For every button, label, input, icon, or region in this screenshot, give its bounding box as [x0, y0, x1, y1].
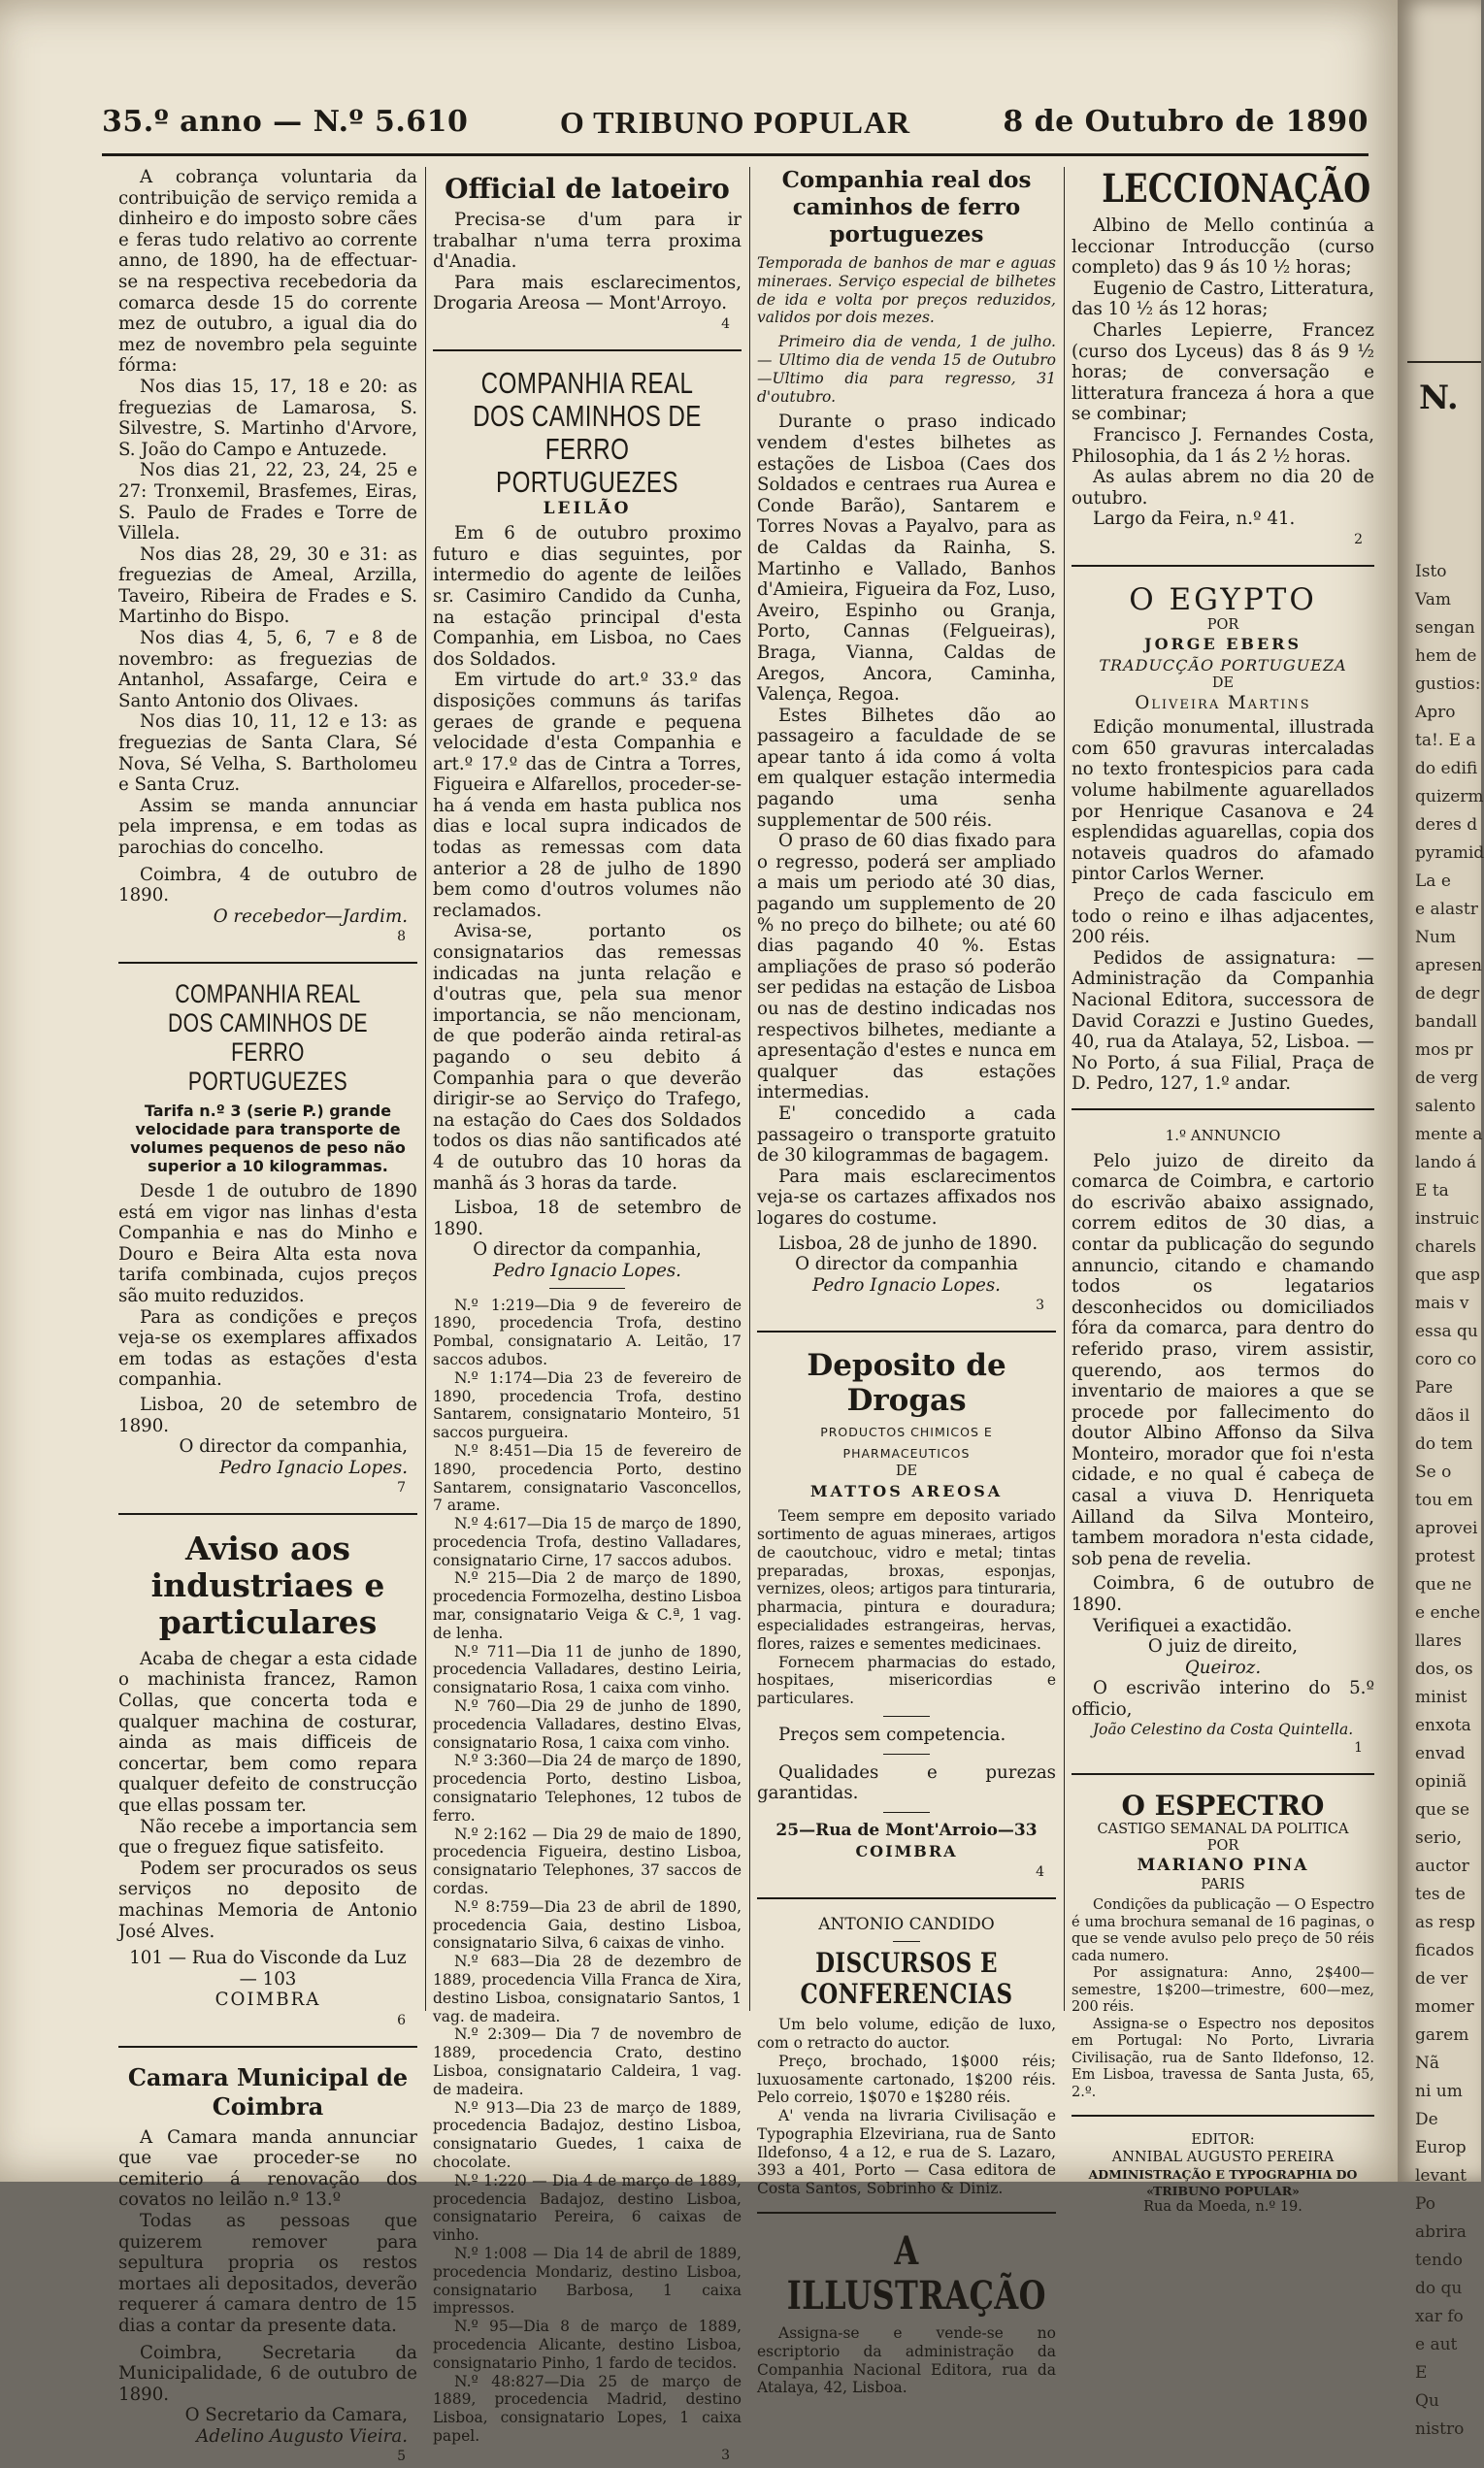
aviso-notice: [118, 1530, 417, 2032]
drogas-city: COIMBRA: [855, 1842, 958, 1861]
notice-heading: COMPANHIA REAL DOS CAMINHOS DE FERRO PORTUGUEZES: [168, 978, 368, 1096]
section-rule: [118, 2046, 417, 2048]
section-rule: [757, 1331, 1056, 1333]
egypto-notice: [1072, 582, 1374, 1095]
consignment-item: N.º 1:220 — Dia 4 de março de 1889, procedencia Badajoz, destino Lisboa, consignatario Pereira, 6 caixas de vinho.: [433, 2171, 742, 2245]
notice-heading: O EGYPTO: [1129, 581, 1317, 617]
drogas-de: DE: [895, 1464, 918, 1480]
paragraph: Pelo juizo de direito da comarca de Coimbra, e cartorio do escrivão abaixo assignado, correm editos de 30 dias, a contar da publicação do segundo annuncio, citando e chamando todos os legatarios desconhecidos ou domiciliados fóra da comarca, para dentro do referido praso, virem assistir, querendo, aos termos do inventario de maiores a que se procede por fallecimento do doutor Albino Affonso da Silva Monteiro, morador que foi n'esta cidade, e no qual é cabeça de casal a viuva D. Henriqueta Ailland da Silva Monteiro, tambem moradora n'esta cidade, sob pena de revelia.: [1072, 1150, 1374, 1569]
paragraph: Charles Lepierre, Francez (curso dos Lyceus) das 8 ás 9 ½ horas; de conversação e litteratura franceza á hora a que se combinar;: [1072, 319, 1374, 425]
notice-number: 5: [397, 2449, 406, 2465]
adjacent-page-mark: N.: [1419, 378, 1459, 417]
paragraph: Para as condições e preços veja-se os exemplares affixados em todas as estações d'esta companhia.: [118, 1306, 417, 1391]
section-rule: [118, 1513, 417, 1515]
verification: Verifiquei a exactidão.: [1093, 1615, 1293, 1636]
notice-number: 8: [397, 929, 406, 945]
notice-heading: Deposito de Drogas: [807, 1347, 1006, 1418]
paragraph: Pedidos de assignatura: — Administração da Companhia Nacional Editora, successora de David Corazzi e Justino Guedes, 40, rua da Atalaya, 52, Lisboa. — No Porto, á sua Filial, Praça de D. Pedro, 127, 1.º andar.: [1072, 947, 1374, 1095]
notice-heading: LECCIONAÇÃO: [1102, 166, 1371, 212]
footer-admin: ADMINISTRAÇÃO E TYPOGRAPHIA DO «TRIBUNO POPULAR»: [1088, 2167, 1358, 2199]
paragraph: O praso de 60 dias fixado para o regresso, poderá ser ampliado a mais um periodo até 30 dias, pagando um supplemento de 20 % no preço do bilhete; ou até 60 dias pagando 40 %. Estas ampliações de praso só poderão ser pedidas na estação de Lisboa ou nas de destino indicadas nos respectivos bilhetes, mediante a apresentação d'estes e nunca em qualquer das estações intermedias.: [757, 831, 1056, 1103]
paragraph: Para mais esclarecimentos, Drogaria Areosa — Mont'Arroyo.: [433, 272, 742, 314]
footer-address: Rua da Moeda, n.º 19.: [1143, 2199, 1303, 2216]
paragraph: Em virtude do art.º 33.º das disposições communs ás tarifas geraes de grande e pequena velocidade d'esta Companhia e art.º 17.º das de Cintra a Torres, Figueira e Alfarellos, proceder-se-ha á venda em hasta publica nos dias e local supra indicados de todas as remessas com data anterior a 28 de julho de 1890 bem como d'outros volumes não reclamados.: [433, 670, 742, 921]
footer: [1072, 2132, 1374, 2217]
masthead: [102, 105, 1369, 153]
discursos-notice: [757, 1915, 1056, 2199]
egypto-translator: Oliveira Martins: [1135, 692, 1311, 713]
paragraph: Em 6 de outubro proximo futuro e dias seguintes, por intermedio do agente de leilões sr. Casimiro Candido da Cunha, na estação principal d'esta Companhia, em Lisboa, no Caes dos Soldados.: [433, 523, 742, 670]
column-3: [757, 167, 1056, 2397]
notice-signature: O director da companhia: [795, 1254, 1018, 1275]
section-rule: [433, 349, 742, 351]
notice-heading: DISCURSOS E CONFERENCIAS: [800, 1947, 1013, 2011]
section-rule: [757, 1897, 1056, 1899]
consignment-item: N.º 3:360—Dia 24 de março de 1890, procedencia Porto, destino Lisboa, consignatario Telephones, 12 tubos de ferro.: [433, 1752, 742, 1825]
paragraph: Podem ser procurados os seus serviços no deposito de machinas Memoria de Antonio José Alves.: [118, 1858, 417, 1942]
paragraph: Acaba de chegar a esta cidade o machinista francez, Ramon Collas, que concerta toda e qualquer machina de costurar, ainda as mais difficeis de concertar, bem como repara qualquer defeito de construcção que ellas possam ter.: [118, 1648, 417, 1817]
short-rule: [893, 1941, 920, 1942]
clerk-name: João Celestino da Costa Quintella.: [1092, 1720, 1354, 1738]
short-rule: [883, 1812, 930, 1813]
notice-number: 3: [1036, 1298, 1044, 1314]
illustracao-notice: [757, 2229, 1056, 2397]
paragraph: Avisa-se, portanto os consignatarios das remessas indicadas na junta relação e d'outras que, pela sua menor importancia, se não mencionam, de que poderão ainda retiral-as pagando o seu debito á Companhia para o que deverão dirigir-se ao Serviço do Trafego, na estação do Caes dos Soldados todos os dias não santificados até 4 de outubro das 10 horas da manhã ás 3 horas da tarde.: [433, 921, 742, 1194]
notice-number: 6: [397, 2012, 406, 2028]
masthead-rule: [102, 153, 1369, 156]
consignment-list: [433, 1297, 742, 2446]
leilao-notice: [433, 367, 742, 2467]
notice-number: 2: [1354, 531, 1363, 547]
consignment-item: N.º 2:162 — Dia 29 de maio de 1890, procedencia Figueira, destino Lisboa, consignatario Telephones, 37 saccos de cordas.: [433, 1825, 742, 1898]
section-rule: [118, 962, 417, 964]
paragraph: Nos dias 15, 17, 18 e 20: as freguezias de Lamarosa, S. Silvestre, S. Martinho d'Arvore, S. João do Campo e Antuzede.: [118, 376, 417, 460]
paragraph: Não recebe a importancia sem que o freguez fique satisfeito.: [118, 1816, 417, 1859]
notice-heading: 1.º ANNUNCIO: [1165, 1126, 1281, 1144]
consignment-item: N.º 1:219—Dia 9 de fevereiro de 1890, procedencia Trofa, destino Pombal, consignatario A. Leitão, 17 saccos adubos.: [433, 1296, 742, 1368]
column-rule: [749, 167, 750, 2011]
section-rule: [1072, 565, 1374, 567]
espectro-por: POR: [1206, 1838, 1239, 1855]
consignment-item: N.º 2:309— Dia 7 de novembro de 1889, procedencia Crato, destino Lisboa, consignatario Caldeira, 1 vag. de madeira.: [433, 2025, 742, 2098]
notice-date: Coimbra, 6 de outubro de 1890.: [1072, 1573, 1374, 1616]
paragraph: Fornecem pharmacias do estado, hospitaes, misericordias e particulares.: [757, 1653, 1056, 1708]
paragraph: Precisa-se d'um para ir trabalhar n'uma terra proxima d'Anadia.: [433, 210, 742, 273]
notice-date: Coimbra, Secretaria da Municipalidade, 6 de outubro de 1890.: [118, 2342, 417, 2405]
drogas-owner: MATTOS AREOSA: [809, 1481, 1004, 1500]
column-rule: [1064, 167, 1065, 2011]
drogas-notice: [757, 1348, 1056, 1884]
notice-number: 7: [397, 1480, 406, 1497]
drogas-line: Qualidades e purezas garantidas.: [757, 1761, 1056, 1804]
drogas-line: Preços sem competencia.: [778, 1724, 1006, 1745]
paragraph: Largo da Feira, n.º 41.: [1093, 509, 1296, 530]
column-1: [118, 167, 417, 2468]
paragraph: A' venda na livraria Civilisação e Typographia Elzeviriana, rua de Santo Ildefonso, 4 a 12, e rua de S. Lazaro, 393 a 401, Porto — Casa editora de Costa Santos, Sobrinho & Diniz.: [757, 2107, 1056, 2198]
issue-date: 8 de Outubro de 1890: [1003, 105, 1369, 139]
verification: Queiroz.: [1184, 1657, 1262, 1678]
discursos-author: ANTONIO CANDIDO: [818, 1914, 995, 1934]
notice-heading: Official de latoeiro: [445, 173, 730, 205]
notice-number: 4: [1036, 1863, 1044, 1880]
consignment-item: N.º 95—Dia 8 de março de 1889, procedencia Alicante, destino Lisboa, consignatario Pinho, 1 fardo de tecidos.: [433, 2318, 742, 2372]
paragraph: E' concedido a cada passageiro o transporte gratuito de 30 kilogrammas de bagagem.: [757, 1102, 1056, 1167]
notice-subheading: LEILÃO: [543, 498, 632, 518]
adjacent-rule: [1407, 361, 1481, 363]
section-rule: [1072, 2115, 1374, 2117]
notice-heading: O ESPECTRO: [1121, 1789, 1325, 1822]
adjacent-page-edge: [1398, 0, 1484, 2439]
banhos-dates: Primeiro dia de venda, 1 de julho. — Ultimo dia de venda 15 de Outubro —Ultimo dia para regresso, 31 d'outubro.: [757, 333, 1056, 406]
newspaper-title: O TRIBUNO POPULAR: [559, 105, 911, 140]
adjacent-page-text: Isto Vam sengan hem de gustios: Apro ta!. E a do edifi quizerm deres d pyramid La e e alastr Num apresen de degr bandall mos pr de verg salento mente a lando á E ta instruic charels que asp mais v essa qu coro co Pare dãos il do tem Se o tou em aprovei protest que ne e enche llares dos, os minist enxota envad opiniã que se serio, auctor tes de as resp ficados de ver momer garem Nã ni um De Europ levant Po abrira tendo do qu xar fo e aut E Qu nistro: [1415, 562, 1484, 2439]
notice-signature: O Secretario da Camara,: [184, 2405, 408, 2426]
paragraph: Para mais esclarecimentos veja-se os cartazes affixados nos logares do costume.: [757, 1166, 1056, 1229]
clerk: O escrivão interino do 5.º officio,: [1072, 1678, 1374, 1720]
camara-notice: [118, 2063, 417, 2468]
paragraph: A cobrança voluntaria da contribuição de serviço remida a dinheiro e do imposto sobre cães e feras tudo relativo ao corrente anno, de 1890, ha de effectuar-se na respectiva recebedoria da comarca desde 15 do corrente mez de outubro, a igual dia do mez de novembro pela seguinte fórma:: [118, 167, 417, 377]
notice-heading: COMPANHIA REAL DOS CAMINHOS DE FERRO PORTUGUEZES: [473, 365, 702, 499]
footer-editor-label: EDITOR:: [1191, 2132, 1255, 2149]
notice-signature-name: Pedro Ignacio Lopes.: [493, 1260, 681, 1281]
paragraph: Teem sempre em deposito variado sortimento de aguas mineraes, artigos de caoutchouc, vidro e metal; tintas preparadas, broxas, esponjas, vernizes, oleos; artigos para tinturaria, pharmacia, pintura e douradura; especialidades estrangeiras, hervas, flores, raizes e sementes medicinaes.: [757, 1507, 1056, 1653]
notice-subheading: PRODUCTOS CHIMICOS E PHARMACEUTICOS: [820, 1424, 993, 1461]
paragraph: Edição monumental, illustrada com 650 gravuras intercaladas no texto frontespicios para cada volume habilmente aguarellados por Henrique Casanova e 24 esplendidas aguarellas, copia dos notaveis quadros do afamado pintor Carlos Werner.: [1072, 717, 1374, 885]
cobranca-notice: [118, 167, 417, 948]
egypto-author: JORGE EBERS: [1144, 635, 1302, 653]
paragraph: Nos dias 21, 22, 23, 24, 25 e 27: Tronxemil, Brasfemes, Eiras, S. Paulo de Frades e Torre de Villela.: [118, 460, 417, 544]
espectro-place: PARIS: [1201, 1876, 1245, 1892]
notice-signature-name: Pedro Ignacio Lopes.: [219, 1457, 408, 1478]
consignment-item: N.º 1:008 — Dia 14 de abril de 1889, procedencia Mondariz, destino Lisboa, consignatario Barbosa, 1 caixa impressos.: [433, 2244, 742, 2318]
paragraph: Eugenio de Castro, Litteratura, das 10 ½ ás 12 horas;: [1072, 278, 1374, 320]
notice-signature-name: Pedro Ignacio Lopes.: [812, 1274, 1001, 1296]
annuncio-notice: [1072, 1126, 1374, 1760]
aviso-city: COIMBRA: [214, 1990, 321, 2011]
consignment-item: N.º 48:827—Dia 25 de março de 1889, procedencia Madrid, destino Lisboa, consignatario Lopes, 1 caixa papel.: [433, 2372, 742, 2445]
consignment-item: N.º 4:617—Dia 15 de março de 1890, procedencia Trofa, destino Valladares, consignatario Cirne, 17 saccos adubos.: [433, 1515, 742, 1569]
paragraph: Assigna-se e vende-se no escriptorio da administração da Companhia Nacional Editora, rua da Atalaya, 42, Lisboa.: [757, 2324, 1056, 2397]
paragraph: Nos dias 28, 29, 30 e 31: as freguezias de Ameal, Arzilla, Taveiro, Ribeira de Frades e S. Martinho do Bispo.: [118, 543, 417, 628]
paragraph: Condições da publicação — O Espectro é uma brochura semanal de 16 paginas, o que se vende avulso pelo preço de 50 réis cada numero.: [1072, 1897, 1374, 1964]
paragraph: Assim se manda annunciar pela imprensa, e em todas as parochias do concelho.: [118, 795, 417, 858]
paragraph: Estes Bilhetes dão ao passageiro a faculdade de se apear tanto á ida como á volta em qualquer estação intermedia pagando uma senha supplementar de 500 réis.: [757, 705, 1056, 831]
aviso-address: 101 — Rua do Visconde da Luz — 103: [129, 1948, 407, 1990]
paragraph: Por assignatura: Anno, 2$400—semestre, 1$200—trimestre, 600—mez, 200 réis.: [1072, 1965, 1374, 2016]
notice-number: 3: [721, 2447, 730, 2463]
tarifa-notice: [118, 979, 417, 1499]
short-rule: [549, 1288, 625, 1289]
paragraph: Albino de Mello continúa a leccionar Introducção (curso completo) das 9 ás 10 ½ horas;: [1072, 215, 1374, 279]
notice-signature: O recebedor—Jardim.: [213, 905, 408, 927]
footer-editor: ANNIBAL AUGUSTO PEREIRA: [1111, 2149, 1335, 2165]
paragraph: Desde 1 de outubro de 1890 está em vigor nas linhas d'esta Companhia e nas do Minho e Douro e Beira Alta esta nova tarifa combinada, cujos preços são muito reduzidos.: [118, 1180, 417, 1306]
notice-number: 4: [721, 315, 730, 332]
notice-heading: Companhia real dos caminhos de ferro portuguezes: [781, 167, 1032, 247]
column-4: [1072, 167, 1374, 2217]
consignment-item: N.º 683—Dia 28 de dezembro de 1889, procedencia Villa Franca de Xira, destino Lisboa, consignatario Santos, 1 vag. de madeira.: [433, 1953, 742, 2025]
notice-heading: Camara Municipal de Coimbra: [127, 2062, 409, 2121]
notice-date: Lisboa, 18 de setembro de 1890.: [433, 1198, 742, 1239]
consignment-item: N.º 711—Dia 11 de junho de 1890, procedencia Valladares, destino Leiria, consignatario Rosa, 1 caixa com vinho.: [433, 1642, 742, 1697]
notice-signature: O director da companhia,: [179, 1436, 408, 1458]
paragraph: As aulas abrem no dia 20 de outubro.: [1072, 467, 1374, 509]
notice-date: Lisboa, 20 de setembro de 1890.: [118, 1394, 417, 1436]
column-rule: [425, 167, 426, 2011]
short-rule: [883, 1716, 930, 1717]
issue-number: 35.º anno — N.º 5.610: [102, 105, 469, 139]
short-rule: [883, 1754, 930, 1755]
consignment-item: N.º 215—Dia 2 de março de 1890, procedencia Formozelha, destino Lisboa mar, consignatario Veiga & C.ª, 1 vag. de lenha.: [433, 1569, 742, 1642]
paragraph: Preço de cada fasciculo em todo o reino e ilhas adjacentes, 200 réis.: [1072, 885, 1374, 948]
notice-signature-name: Adelino Augusto Vieira.: [196, 2425, 408, 2447]
notice-heading: Aviso aos industriaes e particulares: [150, 1529, 385, 1641]
paragraph: Todas as pessoas que quizerem remover para sepultura propria os restos mortaes ali depositados, deverão requerer á camara dentro de 15 dias a contar da presente data.: [118, 2210, 417, 2336]
leccionacao-notice: [1072, 167, 1374, 551]
column-2: [433, 167, 742, 2466]
paragraph: Nos dias 10, 11, 12 e 13: as freguezias de Santa Clara, Sé Nova, Sé Velha, S. Bartholomeu e Santa Cruz.: [118, 711, 417, 796]
notice-heading: A ILLUSTRAÇÃO: [786, 2228, 1046, 2320]
paragraph: Francisco J. Fernandes Costa, Philosophia, da 1 ás 2 ½ horas.: [1072, 424, 1374, 467]
section-rule: [757, 2212, 1056, 2214]
notice-signature: O director da companhia,: [473, 1239, 702, 1261]
section-rule: [1072, 1773, 1374, 1775]
consignment-item: N.º 1:174—Dia 23 de fevereiro de 1890, procedencia Trofa, destino Santarem, consignatario Monteiro, 51 saccos purgueira.: [433, 1368, 742, 1442]
notice-number: 1: [1354, 1740, 1363, 1757]
drogas-address: 25—Rua de Mont'Arroio—33: [775, 1820, 1038, 1840]
notice-date: Lisboa, 28 de junho de 1890.: [778, 1233, 1039, 1254]
paragraph: Assigna-se o Espectro nos depositos em Portugal: No Porto, Livraria Civilisação, rua de Santo Ildefonso, 12. Em Lisboa, travessa de Santa Justa, 65, 2.º.: [1072, 2016, 1374, 2100]
consignment-item: N.º 8:759—Dia 23 de abril de 1890, procedencia Gaia, destino Lisboa, consignatario Silva, 6 caixas de vinho.: [433, 1897, 742, 1953]
egypto-de: DE: [1211, 675, 1235, 692]
notice-subheading: CASTIGO SEMANAL DA POLITICA: [1097, 1821, 1349, 1837]
paragraph: Um belo volume, edição de luxo, com o retracto do auctor.: [757, 2016, 1056, 2052]
consignment-item: N.º 913—Dia 23 de março de 1889, procedencia Badajoz, destino Lisboa, consignatario Guedes, 1 caixa de chocolate.: [433, 2098, 742, 2171]
espectro-notice: [1072, 1791, 1374, 2101]
section-rule: [1072, 1108, 1374, 1110]
consignment-item: N.º 8:451—Dia 15 de fevereiro de 1890, procedencia Porto, destino Santarem, consignatario Vasconcellos, 7 arame.: [433, 1441, 742, 1515]
notice-date: Coimbra, 4 de outubro de 1890.: [118, 864, 417, 906]
paragraph: A Camara manda annunciar que vae proceder-se no cemiterio á renovação dos covatos no leilão n.º 13.º: [118, 2126, 417, 2211]
notice-subheading: Tarifa n.º 3 (serie P.) grande velocidade para transporte de volumes pequenos de peso não superior a 10 kilogrammas.: [130, 1101, 406, 1175]
egypto-por: POR: [1206, 616, 1239, 633]
paragraph: Durante o praso indicado vendem d'estes bilhetes as estações de Lisboa (Caes dos Soldados e centraes rua Aurea e Conde Barão), Santarem e Torres Novas a Payalvo, para as de Caldas da Rainha, S. Martinho e Vallado, Banhos d'Amieira, Figueira da Foz, Luso, Aveiro, Espinho ou Granja, Porto, Cannas (Felgueiras), Braga, Vianna, Caldas de Aregos, Ancora, Caminha, Valença, Regoa.: [757, 411, 1056, 706]
verification: O juiz de direito,: [1147, 1636, 1299, 1658]
latoeiro-notice: [433, 173, 742, 336]
paragraph: Nos dias 4, 5, 6, 7 e 8 de novembro: as freguezias de Antanhol, Assafarge, Ceira e Santo Antonio dos Olivaes.: [118, 628, 417, 711]
paragraph: Preço, brochado, 1$000 réis; luxuosamente cartonado, 1$200 réis. Pelo correio, 1$070 e 1$280 réis.: [757, 2052, 1056, 2107]
banhos-intro: Temporada de banhos de mar e aguas mineraes. Serviço especial de bilhetes de ida e volta por preços reduzidos, validos por dois mezes.: [757, 254, 1056, 327]
egypto-subtitle: TRADUCÇÃO PORTUGUEZA: [1099, 655, 1347, 675]
espectro-author: MARIANO PINA: [1137, 1855, 1309, 1875]
consignment-item: N.º 760—Dia 29 de junho de 1890, procedencia Valladares, destino Elvas, consignatario Rosa, 1 caixa com vinho.: [433, 1697, 742, 1752]
banhos-notice: [757, 167, 1056, 1317]
